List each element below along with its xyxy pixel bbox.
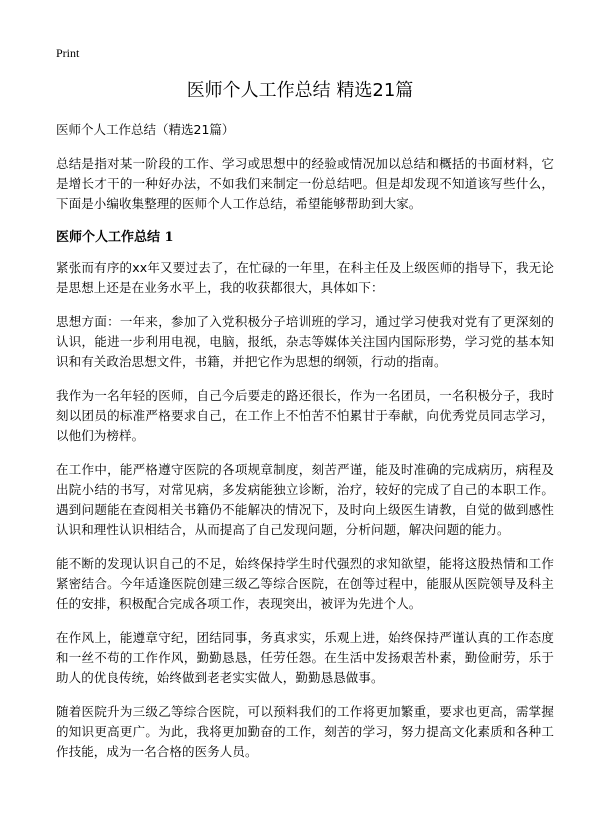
- document-subtitle: 医师个人工作总结（精选21篇）: [56, 122, 235, 137]
- section-heading: 医师个人工作总结 1: [56, 230, 174, 245]
- body-paragraph: 在工作中，能严格遵守医院的各项规章制度，刻苦严谨，能及时准确的完成病历，病程及出院小结的书写，对常见病，多发病能独立诊断，治疗，较好的完成了自己的本职工作。遇到问题能在查阅相关书籍仍不能解决的情况下，及时向上级医生请教，自觉的做到感性认识和理性认识相结合，从而提高了自己发现问题，分析问题，解决问题的能力。: [56, 462, 554, 537]
- document-body: [56, 121, 554, 776]
- body-paragraph: 能不断的发现认识自己的不足，始终保持学生时代强烈的求知欲望，能将这股热情和工作紧密结合。今年适逢医院创建三级乙等综合医院，在创等过程中，能服从医院领导及科主任的安排，积极配合完成各项工作，表现突出，被评为先进个人。: [56, 556, 554, 611]
- body-paragraph: 随着医院升为三级乙等综合医院，可以预料我们的工作将更加繁重，要求也更高，需掌握的知识更高更广。为此，我将更加勤奋的工作，刻苦的学习，努力提高文化素质和各种工作技能，成为一名合格的医务人员。: [56, 704, 554, 759]
- body-paragraph: 在作风上，能遵章守纪，团结同事，务真求实，乐观上进，始终保持严谨认真的工作态度和一丝不苟的工作作风，勤勤恳恳，任劳任怨。在生活中发扬艰苦朴素，勤俭耐劳，乐于助人的优良传统，始终做到老老实实做人，勤勤恳恳做事。: [56, 630, 554, 685]
- document-title: 医师个人工作总结 精选21篇: [186, 80, 414, 101]
- body-paragraph: 思想方面：一年来，参加了入党积极分子培训班的学习，通过学习使我对党有了更深刻的认识，能进一步利用电视，电脑，报纸，杂志等媒体关注国内国际形势，学习党的基本知识和有关政治思想文件，书籍，并把它作为思想的纲领，行动的指南。: [56, 314, 554, 369]
- intro-paragraph: 总结是指对某一阶段的工作、学习或思想中的经验或情况加以总结和概括的书面材料，它是增长才干的一种好办法，不如我们来制定一份总结吧。但是却发现不知道该写些什么，下面是小编收集整理的医师个人工作总结，希望能够帮助到大家。: [56, 156, 554, 211]
- body-paragraph: 我作为一名年轻的医师，自己今后要走的路还很长，作为一名团员，一名积极分子，我时刻以团员的标准严格要求自己，在工作上不怕苦不怕累甘于奉献，向优秀党员同志学习，以他们为榜样。: [56, 388, 554, 443]
- body-paragraph: 紧张而有序的xx年又要过去了，在忙碌的一年里，在科主任及上级医师的指导下，我无论是思想上还是在业务水平上，我的收获都很大，具体如下：: [56, 260, 554, 295]
- print-link[interactable]: Print: [56, 46, 80, 60]
